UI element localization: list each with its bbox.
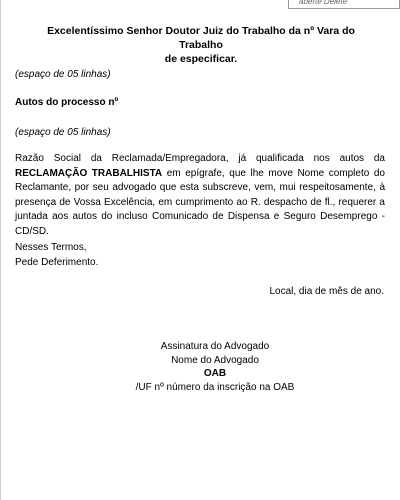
signature-line-3 (93, 367, 337, 394)
spacing-note-2: (espaço de 05 linhas) (15, 127, 111, 138)
corner-box-text: aberte Delete (299, 0, 348, 6)
heading-line-2: de especificar. (164, 53, 238, 65)
oab-label: OAB (203, 368, 227, 379)
place-date: Local, dia de mês de ano. (269, 286, 384, 297)
closing-line-2: Pede Deferimento. (15, 257, 99, 268)
signature-line-1: Assinatura do Advogado (160, 341, 270, 352)
corner-box (288, 0, 400, 9)
body-text-part-1: Razão Social da Reclamada/Empregadora, já qualificada nos autos da (15, 153, 385, 164)
oab-detail: /UF nº número da inscrição na OAB (135, 381, 295, 393)
signature-line-2: Nome do Advogado (171, 354, 259, 366)
heading-line-1: Excelentíssimo Senhor Doutor Juiz do Trabalho da nº Vara do Trabalho (47, 25, 355, 51)
body-text-part-2: em epígrafe, que lhe move Nome completo do Reclamante, por seu advogado que esta subscreve, vem, mui respeitosamente, à presença de Vossa Excelência, em cumprimento ao R. despacho de fl., requerer a juntada aos autos do incluso Comunicado de Dispensa e Seguro Desemprego - CD/SD. (15, 167, 385, 237)
body-paragraph (15, 152, 385, 239)
closing-block (15, 240, 98, 270)
closing-line-1: Nesses Termos, (15, 242, 87, 253)
signature-block (93, 340, 337, 394)
case-label: Autos do processo nº (15, 97, 119, 108)
document-heading (41, 24, 361, 66)
body-bold-reclamacao: RECLAMAÇÃO TRABALHISTA (15, 167, 163, 179)
spacing-note-1: (espaço de 05 linhas) (15, 69, 111, 80)
